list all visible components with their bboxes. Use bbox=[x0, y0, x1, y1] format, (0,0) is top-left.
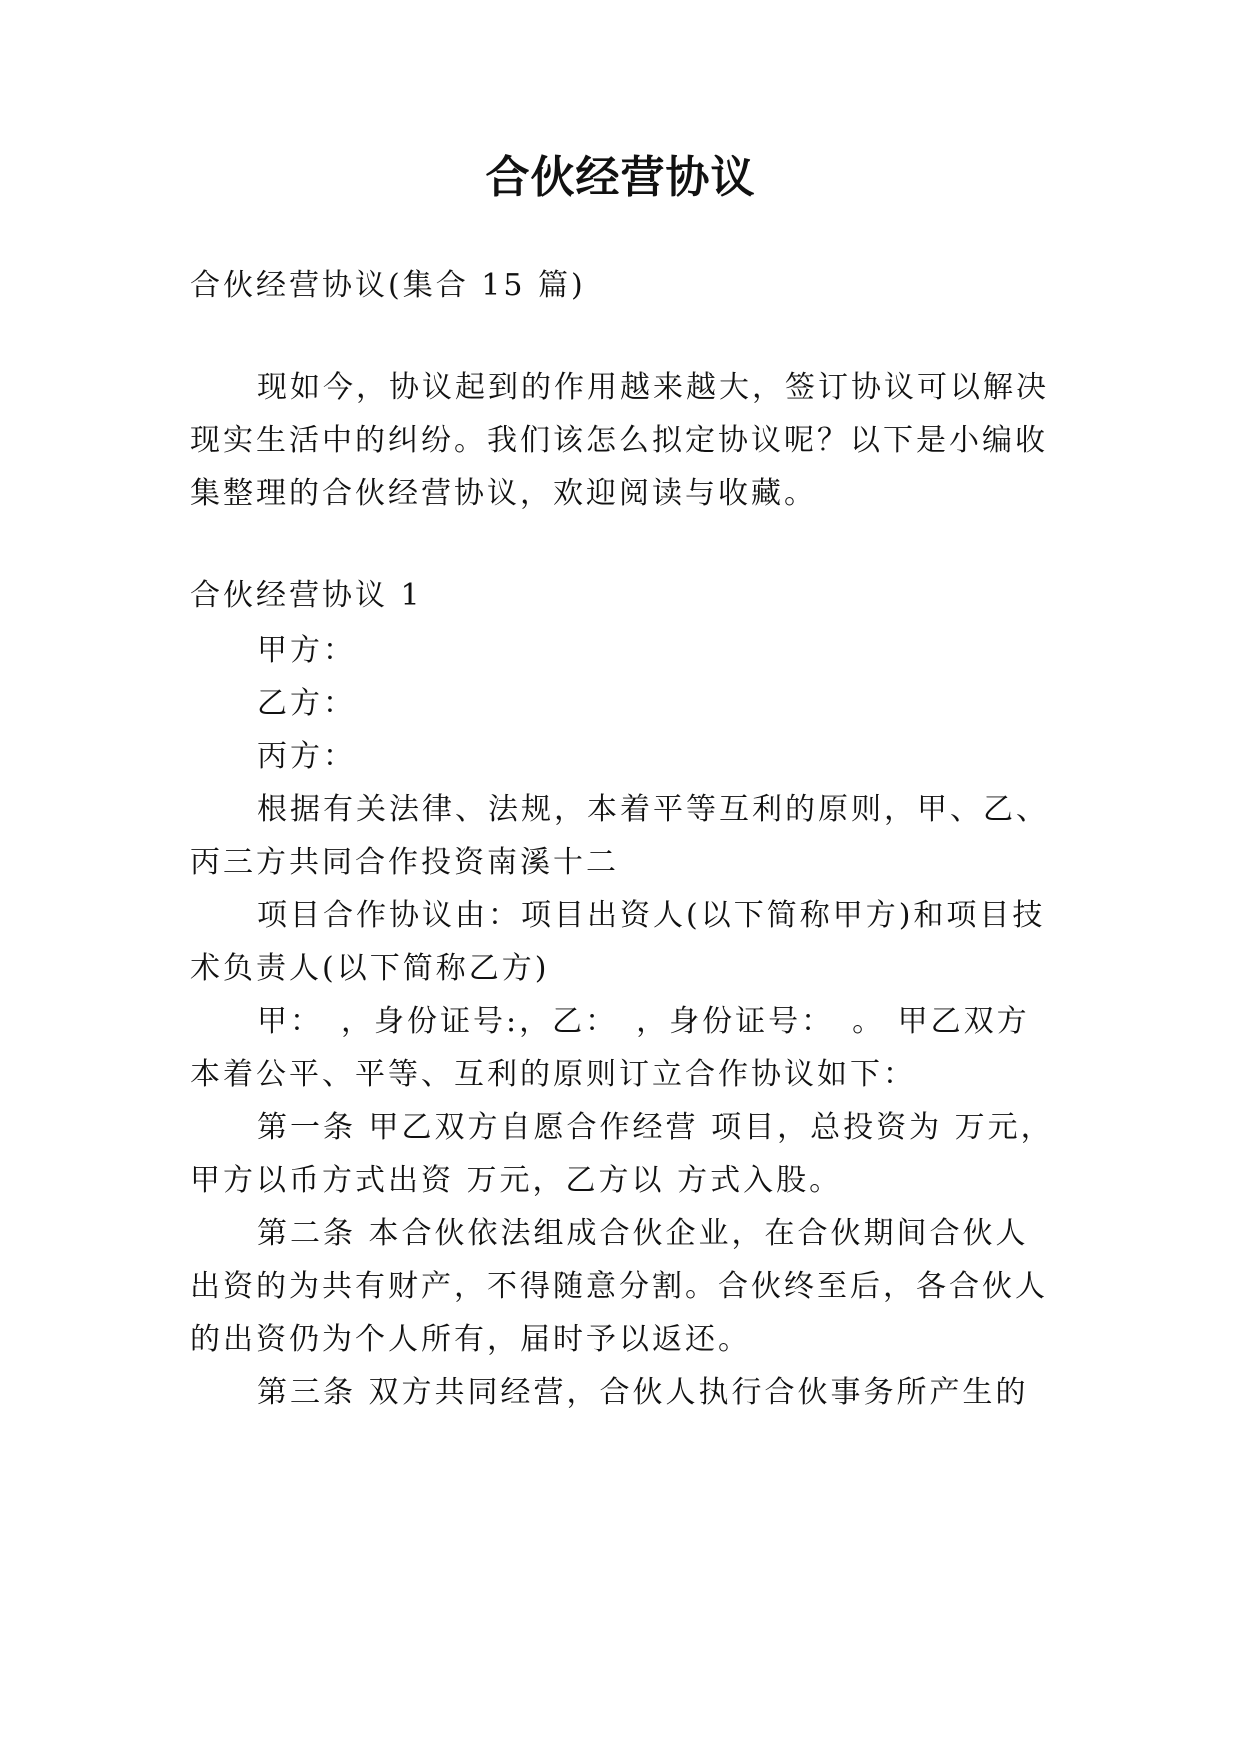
ids-line-1: 甲： ，身份证号:，乙： ，身份证号： 。 甲乙双方 bbox=[257, 1004, 1030, 1039]
ids-line-2: 本着公平、平等、互利的原则订立合作协议如下： bbox=[190, 1057, 916, 1092]
intro-line-3: 集整理的合伙经营协议，欢迎阅读与收藏。 bbox=[190, 476, 817, 511]
article-2-line-2: 出资的为共有财产，不得随意分割。合伙终至后，各合伙人 bbox=[190, 1269, 1048, 1304]
document-subtitle: 合伙经营协议(集合 15 篇) bbox=[190, 268, 586, 303]
article-1-line-1: 第一条 甲乙双方自愿合作经营 项目，总投资为 万元， bbox=[257, 1110, 1054, 1145]
article-2-line-3: 的出资仍为个人所有，届时予以返还。 bbox=[190, 1322, 751, 1357]
article-2-line-1: 第二条 本合伙依法组成合伙企业，在合伙期间合伙人 bbox=[257, 1216, 1029, 1251]
party-c-label: 丙方： bbox=[257, 739, 356, 774]
party-b-label: 乙方： bbox=[257, 686, 356, 721]
basis-line-2: 丙三方共同合作投资南溪十二 bbox=[190, 845, 619, 880]
section-heading: 合伙经营协议 1 bbox=[190, 578, 423, 613]
party-a-label: 甲方： bbox=[257, 633, 356, 668]
article-3-line-1: 第三条 双方共同经营，合伙人执行合伙事务所产生的 bbox=[257, 1375, 1029, 1410]
project-line-1: 项目合作协议由：项目出资人(以下简称甲方)和项目技 bbox=[257, 898, 1046, 933]
document-title: 合伙经营协议 bbox=[485, 152, 756, 203]
project-line-2: 术负责人(以下简称乙方) bbox=[190, 951, 550, 986]
intro-line-1: 现如今，协议起到的作用越来越大，签订协议可以解决 bbox=[257, 370, 1049, 405]
basis-line-1: 根据有关法律、法规，本着平等互利的原则，甲、乙、 bbox=[257, 792, 1049, 827]
article-1-line-2: 甲方以币方式出资 万元，乙方以 方式入股。 bbox=[190, 1163, 843, 1198]
intro-line-2: 现实生活中的纠纷。我们该怎么拟定协议呢？以下是小编收 bbox=[190, 423, 1048, 458]
